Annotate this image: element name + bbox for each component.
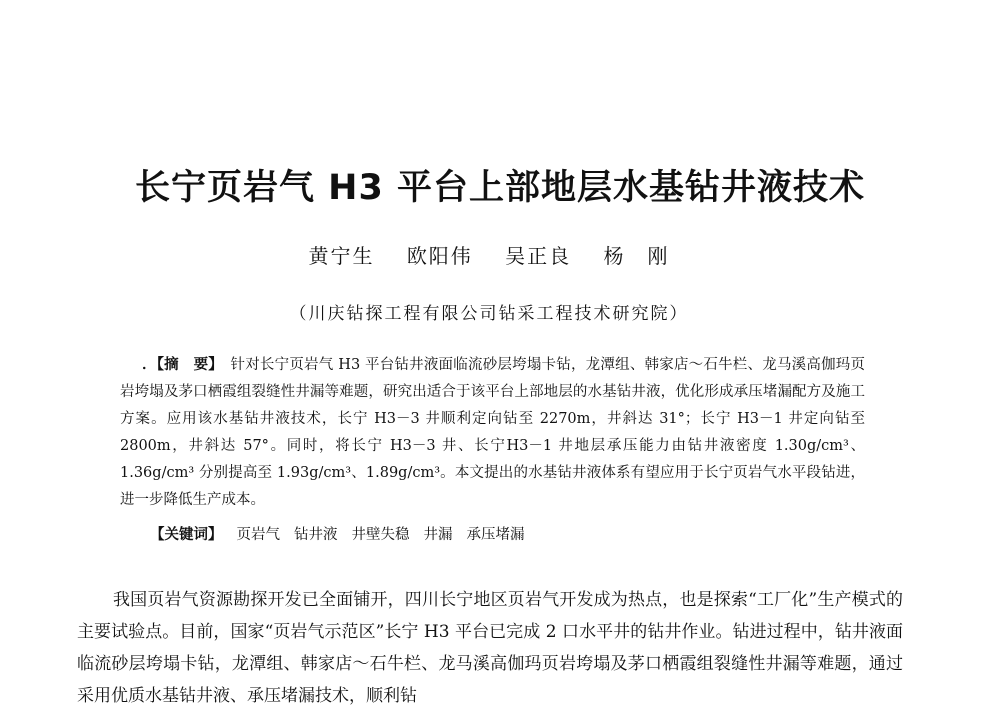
author-name: 黄宁生 — [308, 244, 375, 268]
keyword: 钻井液 — [294, 527, 338, 543]
author-list — [0, 243, 978, 269]
author-name: 欧阳伟 — [406, 244, 473, 268]
keywords — [150, 523, 865, 547]
author-name: 吴正良 — [505, 244, 572, 268]
abstract-label: ．【摘 要】 — [142, 357, 216, 373]
keyword: 页岩气 — [236, 527, 280, 543]
abstract-text: 针对长宁页岩气 H3 平台钻井液面临流砂层垮塌卡钻，龙潭组、韩家店～石牛栏、龙马溪高伽玛页岩垮塌及茅口栖霞组裂缝性井漏等难题，研究出适合于该平台上部地层的水基钻井液，优化形成承压堵漏配方及施工方案。应用该水基钻井液技术，长宁 H3－3 井顺利定向钻至 2270m，井斜达 31°；长宁 H3－1 井定向钻至 2800m，井斜达 57°。同时，将长宁 H3－3 井、长宁H3－1 井地层承压能力由钻井液密度 1.30g/cm³、1.36g/cm³ 分别提高至 1.93g/cm³、1.89g/cm³。本文提出的水基钻井液体系有望应用于长宁页岩气水平段钻进，进一步降低生产成本。 — [120, 357, 866, 508]
paper-title: 长宁页岩气 H3 平台上部地层水基钻井液技术 — [134, 168, 866, 208]
keyword: 井壁失稳 — [351, 527, 410, 543]
affiliation: （川庆钻探工程有限公司钻采工程技术研究院） — [289, 304, 689, 324]
keyword: 井漏 — [423, 527, 453, 543]
body-paragraph: 我国页岩气资源勘探开发已全面铺开，四川长宁地区页岩气开发成为热点，也是探索“工厂化”生产模式的主要试验点。目前，国家“页岩气示范区”长宁 H3 平台已完成 2 口水平井的钻井作业。钻进过程中，钻井液面临流砂层垮塌卡钻，龙潭组、韩家店～石牛栏、龙马溪高伽玛页岩垮塌及茅口栖霞组裂缝性井漏等难题，通过采用优质水基钻井液、承压堵漏技术，顺利钻 — [77, 590, 903, 706]
author-name: 杨 刚 — [603, 244, 670, 268]
abstract — [120, 352, 865, 514]
keywords-label: 【关键词】 — [150, 527, 223, 543]
keyword: 承压堵漏 — [466, 527, 525, 543]
